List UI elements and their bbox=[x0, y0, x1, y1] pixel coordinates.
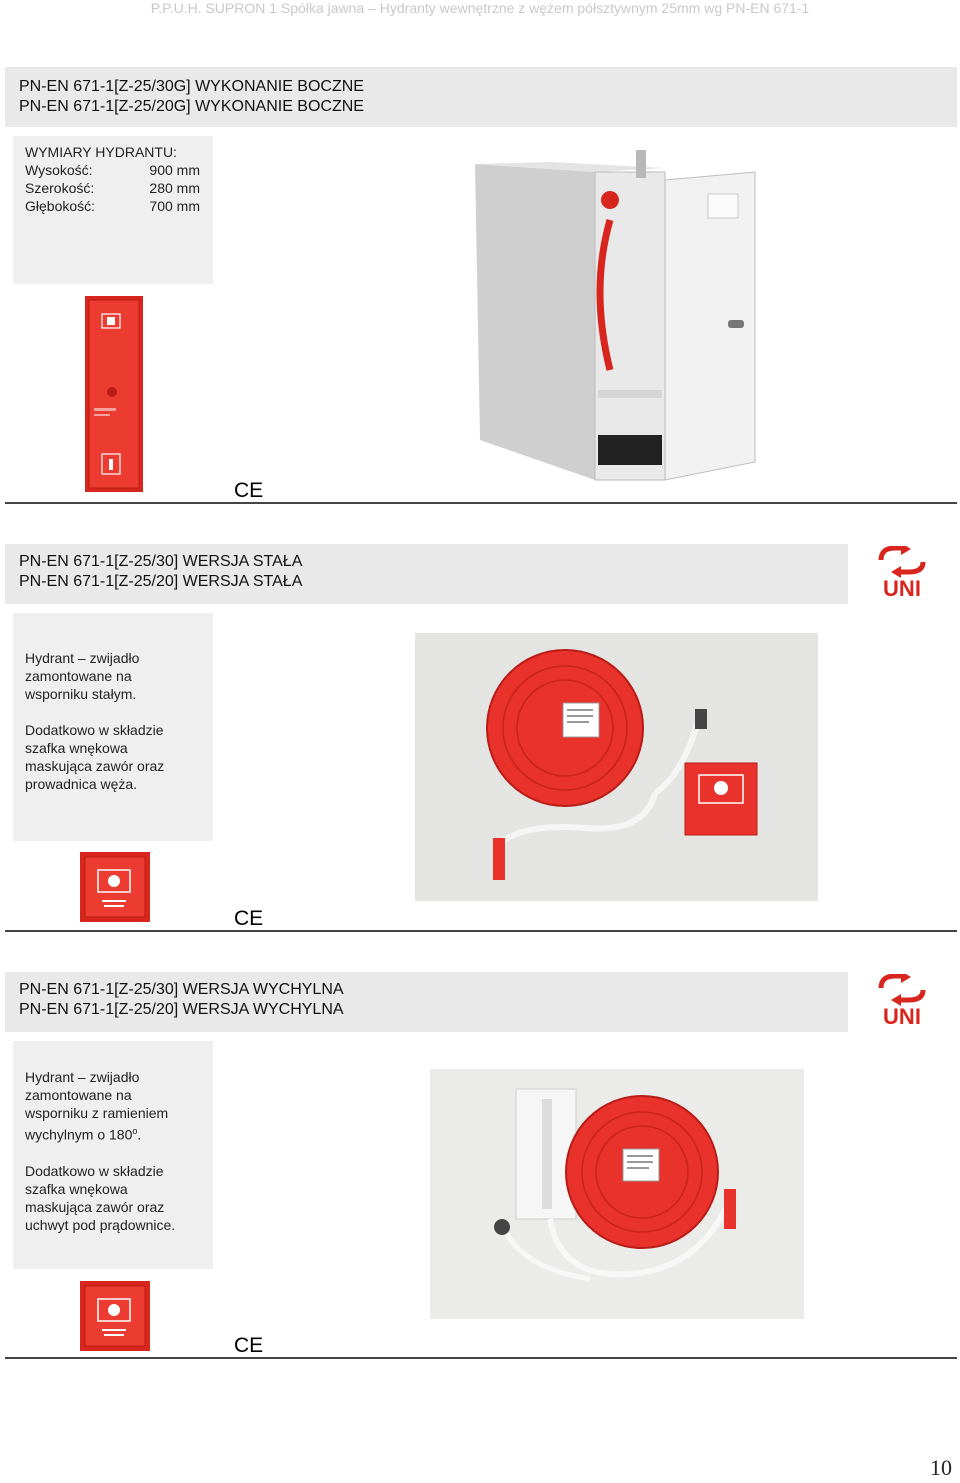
ce-mark: CE bbox=[234, 1334, 264, 1357]
divider bbox=[5, 930, 957, 932]
svg-text:UNI: UNI bbox=[883, 1004, 921, 1026]
dimension-row: Szerokość: 280 mm bbox=[25, 180, 200, 196]
dimensions-heading: WYMIARY HYDRANTU: bbox=[25, 144, 177, 160]
section3-description: Hydrant – zwijadło zamontowane na wsporniku z ramieniem wychylnym o 180$^o$. Dodatkowo w składzie szafka wnękowa maskująca zawór oraz uchwyt pod prądownice. bbox=[25, 1069, 176, 1233]
section2-title-line2: PN-EN 671-1[Z-25/20] WERSJA STAŁA bbox=[19, 573, 303, 590]
svg-text:UNI: UNI bbox=[883, 576, 921, 598]
section1-title-line2: PN-EN 671-1[Z-25/20G] WYKONANIE BOCZNE bbox=[19, 98, 364, 115]
small-cabinet-image bbox=[80, 1281, 150, 1351]
side-cabinet-open-image bbox=[470, 150, 760, 482]
small-cabinet-image bbox=[80, 852, 150, 922]
section2-title-band bbox=[5, 544, 848, 604]
page-number: 10 bbox=[930, 1455, 952, 1480]
ce-mark: CE bbox=[234, 907, 264, 930]
section2-title-line1: PN-EN 671-1[Z-25/30] WERSJA STAŁA bbox=[19, 553, 303, 570]
dimension-row: Wysokość: 900 mm bbox=[25, 162, 200, 178]
section3-title-line1: PN-EN 671-1[Z-25/30] WERSJA WYCHYLNA bbox=[19, 981, 344, 998]
section3-title-band bbox=[5, 972, 848, 1032]
section3-title-line2: PN-EN 671-1[Z-25/20] WERSJA WYCHYLNA bbox=[19, 1001, 344, 1018]
section1-title-band bbox=[5, 67, 957, 127]
swing-hose-reel-photo bbox=[430, 1069, 804, 1319]
dimensions-table bbox=[25, 143, 200, 215]
section2-description: Hydrant – zwijadło zamontowane na wsporniku stałym. Dodatkowo w składzie szafka wnękowa maskująca zawór oraz prowadnica węża. bbox=[25, 650, 165, 792]
section1-title-line1: PN-EN 671-1[Z-25/30G] WYKONANIE BOCZNE bbox=[19, 78, 364, 95]
ce-mark: CE bbox=[234, 479, 264, 502]
divider bbox=[5, 1357, 957, 1359]
running-header: P.P.U.H. SUPRON 1 Spółka jawna – Hydranty wewnętrzne z wężem półsztywnym 25mm wg PN-EN 671-1 bbox=[150, 0, 810, 16]
fixed-hose-reel-photo bbox=[415, 633, 818, 901]
divider bbox=[5, 502, 957, 504]
dimension-row: Głębokość: 700 mm bbox=[25, 198, 200, 214]
red-cabinet-front-image bbox=[85, 296, 143, 492]
uni-logo-icon bbox=[873, 546, 931, 598]
uni-logo-icon bbox=[873, 974, 931, 1026]
